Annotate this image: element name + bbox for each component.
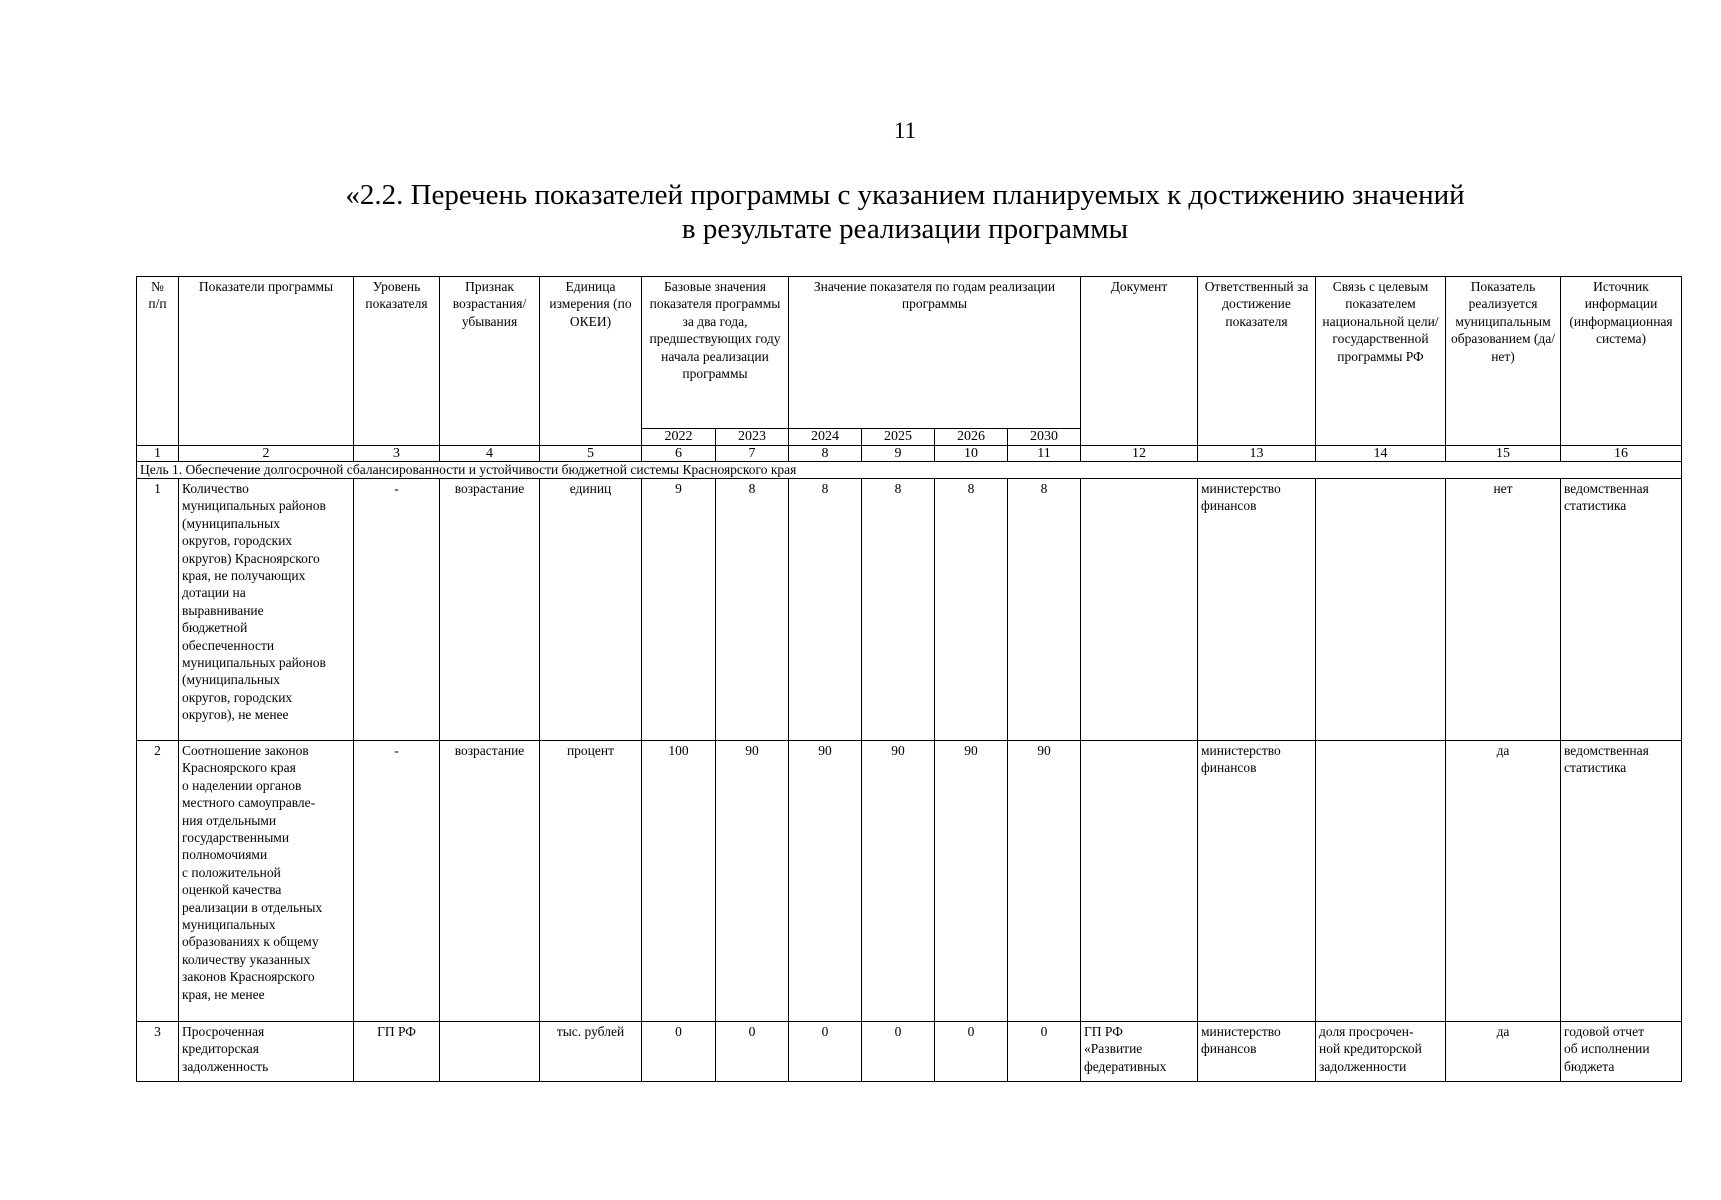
row-link: доля просрочен- ной кредиторской задолженности: [1316, 1022, 1446, 1082]
year-cell: 2024: [789, 429, 862, 446]
row-source: ведомственная статистика: [1561, 479, 1682, 741]
row-level: -: [354, 479, 440, 741]
column-number: 5: [540, 446, 642, 462]
row-document: [1081, 741, 1198, 1022]
row-responsible: министерство финансов: [1198, 1022, 1316, 1082]
row-value-2023: 0: [716, 1022, 789, 1082]
row-source: годовой отчет об исполнении бюджета: [1561, 1022, 1682, 1082]
header-trend: Признак возрастания/ убывания: [440, 277, 540, 446]
row-value-2030: 0: [1008, 1022, 1081, 1082]
column-number: 13: [1198, 446, 1316, 462]
column-number: 9: [862, 446, 935, 462]
row-unit: тыс. рублей: [540, 1022, 642, 1082]
column-number: 7: [716, 446, 789, 462]
row-source: ведомственная статистика: [1561, 741, 1682, 1022]
row-value-2025: 0: [862, 1022, 935, 1082]
column-number: 14: [1316, 446, 1446, 462]
column-number: 10: [935, 446, 1008, 462]
row-indicator: Соотношение законов Красноярского края о наделении органов местного самоуправле- ния отдельными государственными полномочиями с положительной оценкой качества реализации в отдельных муниципальных образованиях к общему количеству указанных законов Красноярского края, не менее: [179, 741, 354, 1022]
year-cell: 2030: [1008, 429, 1081, 446]
row-indicator: Количество муниципальных районов (муниципальных округов, городских округов) Красноярского края, не получающих дотации на выравнивание бюджетной обеспеченности муниципальных районов (муниципальных округов, городских округов), не менее: [179, 479, 354, 741]
row-value-2030: 8: [1008, 479, 1081, 741]
column-number: 8: [789, 446, 862, 462]
header-link: Связь с целевым показателем национальной цели/ государственной программы РФ: [1316, 277, 1446, 446]
row-value-2025: 90: [862, 741, 935, 1022]
year-cell: 2025: [862, 429, 935, 446]
row-unit: процент: [540, 741, 642, 1022]
header-document: Документ: [1081, 277, 1198, 446]
header-indicator: Показатели программы: [179, 277, 354, 446]
header-base-values: Базовые значения показателя программы за два года, предшествующих году начала реализации программы: [642, 277, 789, 429]
row-value-2026: 0: [935, 1022, 1008, 1082]
row-value-2024: 90: [789, 741, 862, 1022]
column-number: 3: [354, 446, 440, 462]
header-municipal: Показатель реализуется муниципальным образованием (да/нет): [1446, 277, 1561, 446]
header-row: [137, 277, 1682, 429]
row-value-2026: 90: [935, 741, 1008, 1022]
row-value-2022: 0: [642, 1022, 716, 1082]
row-level: -: [354, 741, 440, 1022]
year-cell: 2026: [935, 429, 1008, 446]
goal-text: Цель 1. Обеспечение долгосрочной сбалансированности и устойчивости бюджетной системы Красноярского края: [137, 462, 1682, 479]
header-responsible: Ответственный за достижение показателя: [1198, 277, 1316, 446]
row-trend: возрастание: [440, 479, 540, 741]
row-trend: [440, 1022, 540, 1082]
table-row: [137, 741, 1682, 1022]
header-unit: Единица измерения (по ОКЕИ): [540, 277, 642, 446]
title-line-1: «2.2. Перечень показателей программы с указанием планируемых к достижению значений: [345, 179, 1465, 211]
header-num: № п/п: [137, 277, 179, 446]
title-line-2: в результате реализации программы: [681, 213, 1129, 245]
row-responsible: министерство финансов: [1198, 479, 1316, 741]
column-number: 15: [1446, 446, 1561, 462]
row-value-2025: 8: [862, 479, 935, 741]
row-link: [1316, 479, 1446, 741]
row-value-2023: 90: [716, 741, 789, 1022]
header-yearly-values: Значение показателя по годам реализации программы: [789, 277, 1081, 429]
column-number: 12: [1081, 446, 1198, 462]
row-municipal: да: [1446, 1022, 1561, 1082]
row-indicator: Просроченная кредиторская задолженность: [179, 1022, 354, 1082]
row-value-2022: 9: [642, 479, 716, 741]
year-cell: 2023: [716, 429, 789, 446]
column-numbers-row: [137, 446, 1682, 462]
table-row: [137, 1022, 1682, 1082]
indicators-table: [136, 276, 1682, 1082]
year-cell: 2022: [642, 429, 716, 446]
row-trend: возрастание: [440, 741, 540, 1022]
row-num: 2: [137, 741, 179, 1022]
row-num: 1: [137, 479, 179, 741]
row-value-2024: 0: [789, 1022, 862, 1082]
header-source: Источник информации (информационная система): [1561, 277, 1682, 446]
row-value-2024: 8: [789, 479, 862, 741]
row-unit: единиц: [540, 479, 642, 741]
row-value-2026: 8: [935, 479, 1008, 741]
row-value-2022: 100: [642, 741, 716, 1022]
row-level: ГП РФ: [354, 1022, 440, 1082]
row-value-2023: 8: [716, 479, 789, 741]
column-number: 4: [440, 446, 540, 462]
header-level: Уровень показателя: [354, 277, 440, 446]
table-row: [137, 479, 1682, 741]
page-number: 11: [893, 118, 917, 143]
row-document: ГП РФ «Развитие федеративных: [1081, 1022, 1198, 1082]
row-link: [1316, 741, 1446, 1022]
column-number: 1: [137, 446, 179, 462]
document-title: [250, 178, 1560, 246]
goal-row: [137, 462, 1682, 479]
column-number: 11: [1008, 446, 1081, 462]
row-num: 3: [137, 1022, 179, 1082]
column-number: 6: [642, 446, 716, 462]
row-responsible: министерство финансов: [1198, 741, 1316, 1022]
row-municipal: да: [1446, 741, 1561, 1022]
row-municipal: нет: [1446, 479, 1561, 741]
column-number: 16: [1561, 446, 1682, 462]
column-number: 2: [179, 446, 354, 462]
row-document: [1081, 479, 1198, 741]
row-value-2030: 90: [1008, 741, 1081, 1022]
